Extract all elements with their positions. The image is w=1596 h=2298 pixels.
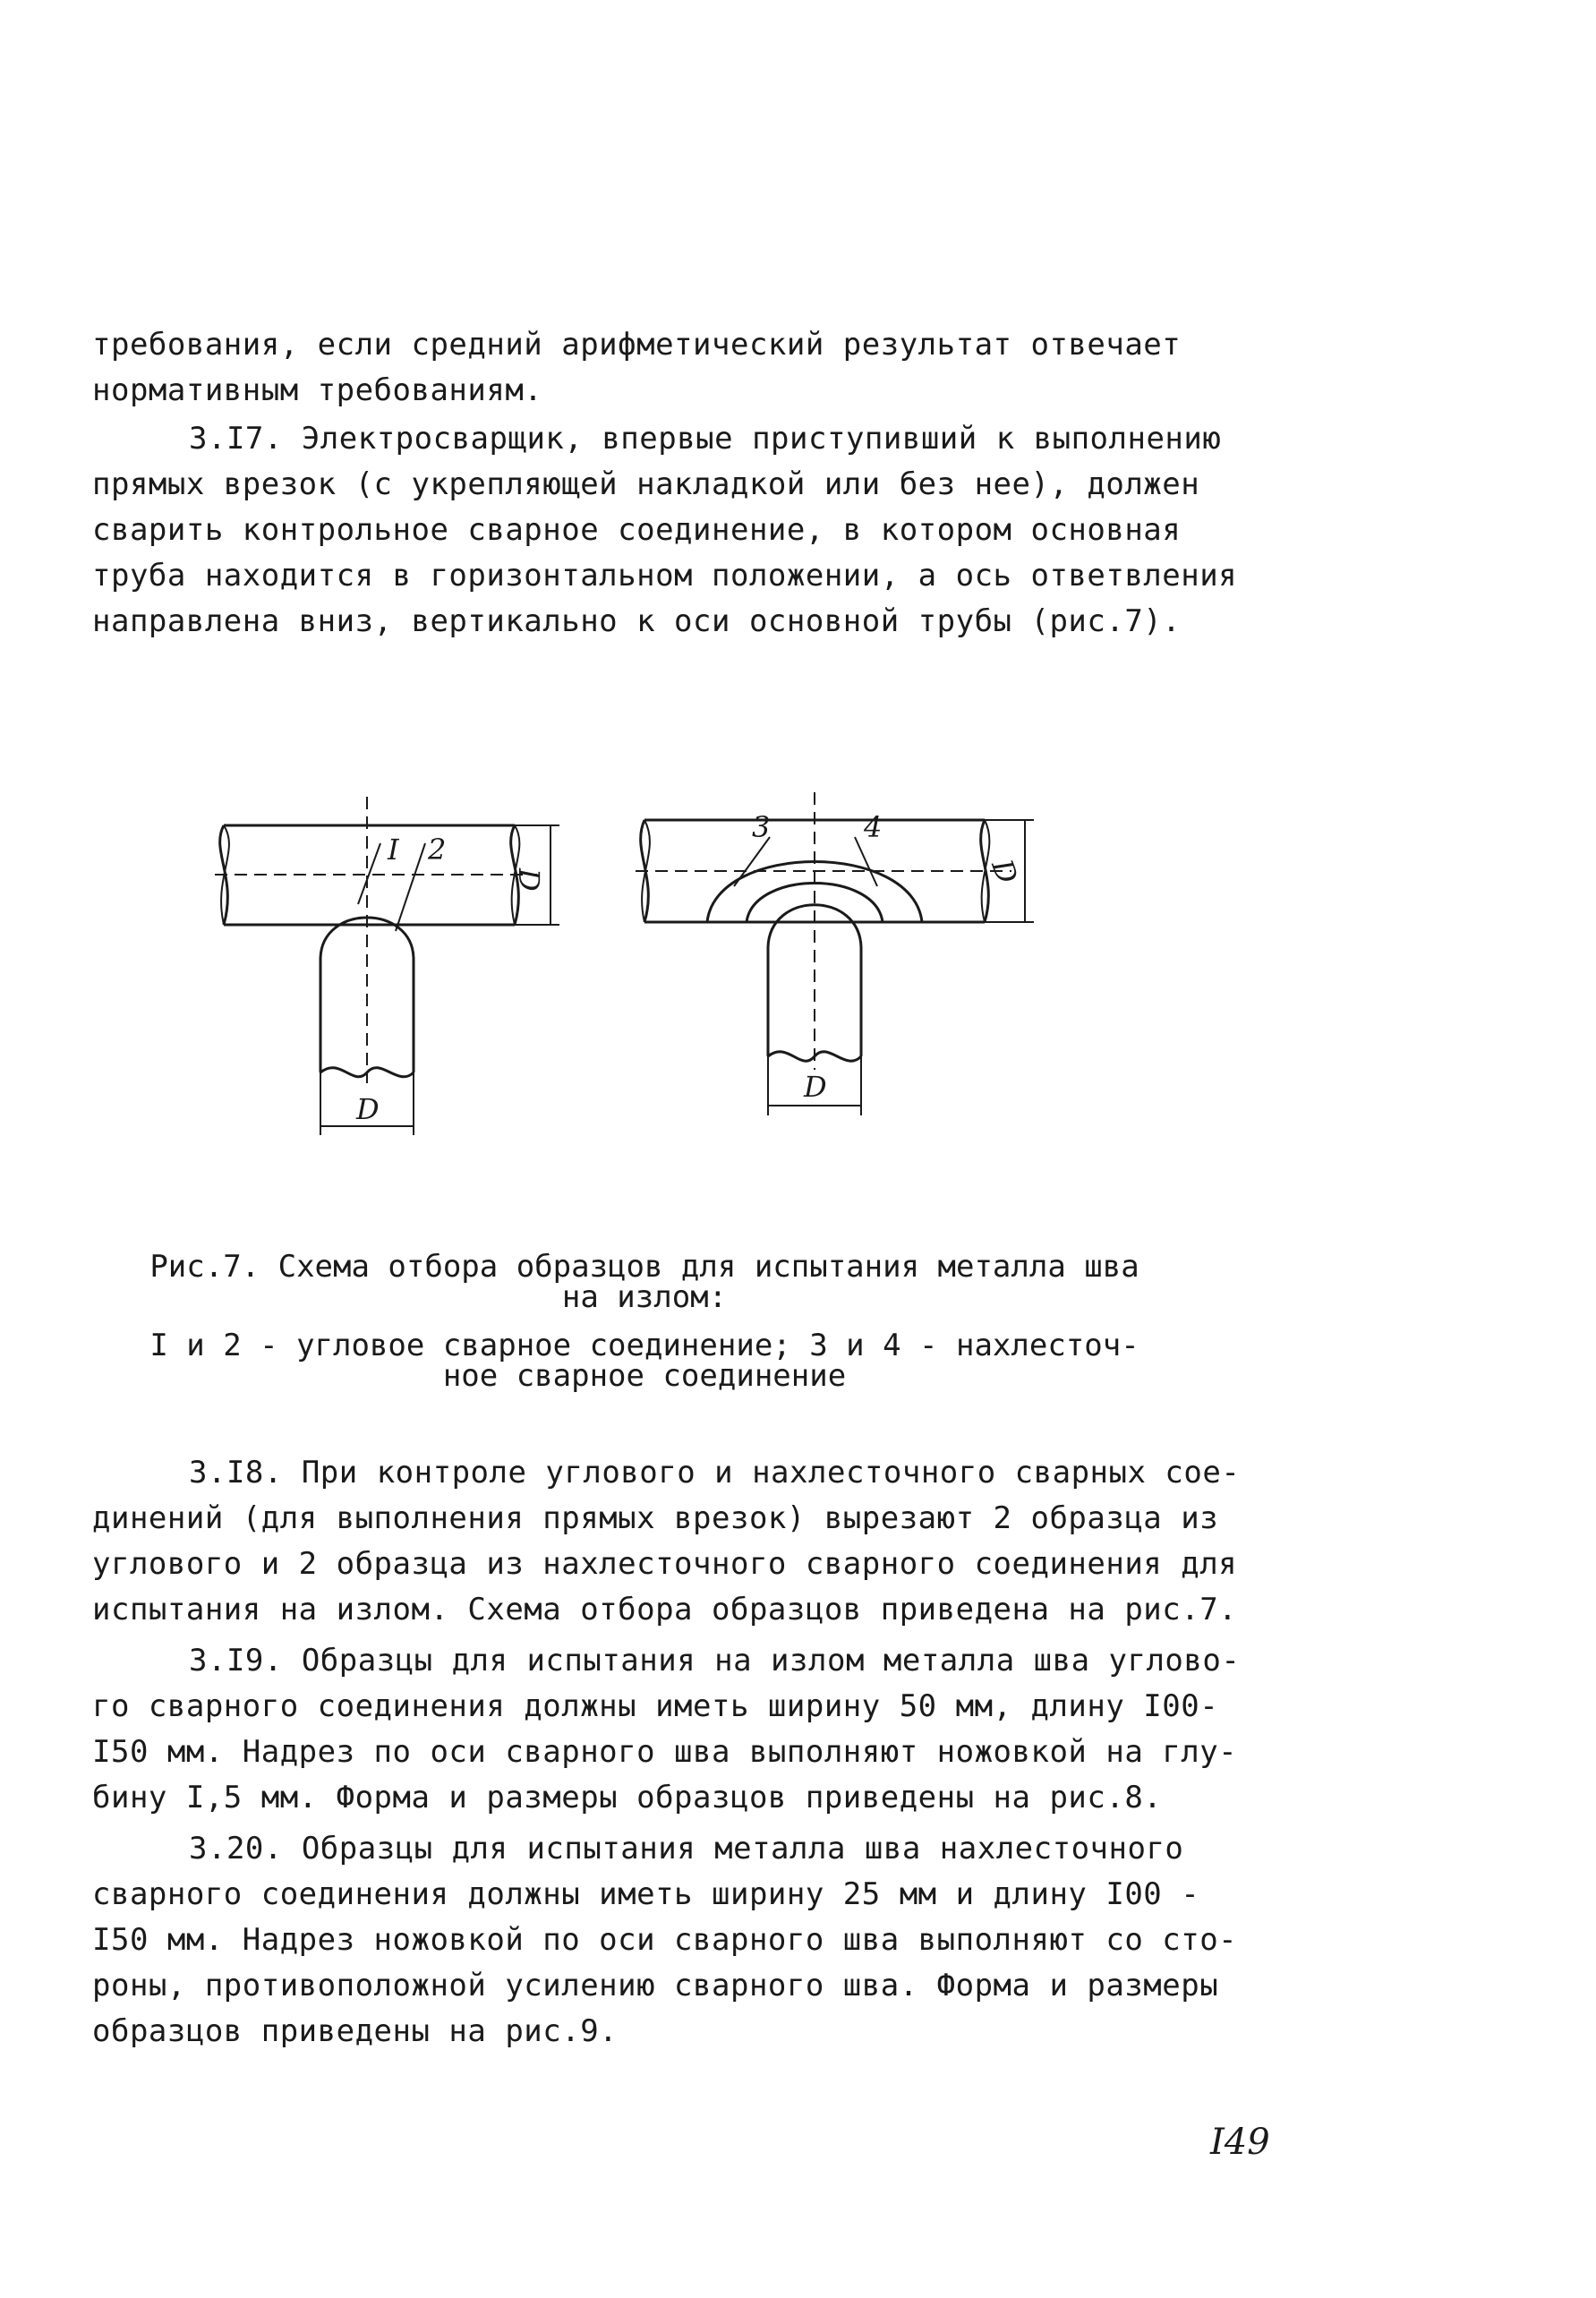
figure-7-diagram xyxy=(206,788,1101,1164)
angle-joint-diagram xyxy=(215,797,559,1135)
dim-label-main-right: D xyxy=(985,854,1025,889)
caption-title-line: на излом: xyxy=(561,1279,728,1315)
caption-title-line: Рис.7. Схема отбора образцов для испытания металла шва xyxy=(149,1249,1139,1285)
pipe-branch-schematics xyxy=(206,788,1101,1164)
text-line: 3.I7. Электросварщик, впервые приступивший к выполнению xyxy=(189,421,1222,457)
paragraph-3-18 xyxy=(92,1450,1274,1633)
text-line: 3.I9. Образцы для испытания на излом металла шва углово- xyxy=(189,1643,1241,1679)
text-line: сварного соединения должны иметь ширину 25 мм и длину I00 - xyxy=(92,1876,1200,1912)
text-line: 3.I8. При контроле углового и нахлесточного сварных сое- xyxy=(189,1455,1241,1491)
text-line: труба находится в горизонтальном положении, а ось ответвления xyxy=(92,558,1238,594)
weld-label-4: 4 xyxy=(864,810,883,844)
text-line: бину I,5 мм. Форма и размеры образцов приведены на рис.8. xyxy=(92,1780,1163,1815)
text-line: требования, если средний арифметический результат отвечает xyxy=(92,327,1182,363)
lap-joint-diagram xyxy=(636,792,1034,1115)
dim-label-branch-right: D xyxy=(804,1070,827,1104)
text-line: го сварного соединения должны иметь ширину 50 мм, длину I00- xyxy=(92,1688,1219,1724)
text-line: испытания на излом. Схема отбора образцов приведена на рис.7. xyxy=(92,1592,1238,1627)
text-line: 3.20. Образцы для испытания металла шва нахлесточного xyxy=(189,1831,1184,1867)
paragraph-3-17 xyxy=(92,416,1274,645)
text-line: направлена вниз, вертикально к оси основной трубы (рис.7). xyxy=(92,603,1182,639)
text-line: образцов приведены на рис.9. xyxy=(92,2013,619,2049)
paragraph-3-20 xyxy=(92,1826,1274,2055)
leader-2 xyxy=(396,843,425,931)
text-line: прямых врезок (с укрепляющей накладкой или без нее), должен xyxy=(92,466,1200,502)
weld-label-3: 3 xyxy=(752,810,771,844)
dim-label-main-left: D xyxy=(512,868,546,892)
text-line: роны, противоположной усилению сварного шва. Форма и размеры xyxy=(92,1968,1219,2003)
leader-4 xyxy=(855,837,877,886)
dim-label-branch-left: D xyxy=(356,1092,380,1126)
caption-legend-line: I и 2 - угловое сварное соединение; 3 и 4 - нахлесточ- xyxy=(149,1328,1139,1363)
text-line: углового и 2 образца из нахлесточного сварного соединения для xyxy=(92,1546,1238,1582)
caption-legend-line: ное сварное соединение xyxy=(442,1358,847,1394)
weld-label-2: 2 xyxy=(428,833,447,867)
weld-label-1: I xyxy=(388,833,399,867)
text-line: I50 мм. Надрез ножовкой по оси сварного шва выполняют со сто- xyxy=(92,1922,1238,1958)
text-line: нормативным требованиям. xyxy=(92,372,543,408)
paragraph-continuation xyxy=(92,322,1274,414)
paragraph-3-19 xyxy=(92,1638,1274,1821)
text-line: I50 мм. Надрез по оси сварного шва выполняют ножовкой на глу- xyxy=(92,1734,1238,1770)
page-number: I49 xyxy=(1210,2122,1270,2163)
text-line: сварить контрольное сварное соединение, в котором основная xyxy=(92,512,1182,548)
figure-legend xyxy=(107,1328,1182,1394)
text-line: динений (для выполнения прямых врезок) вырезают 2 образца из xyxy=(92,1500,1219,1536)
leader-3 xyxy=(734,837,770,886)
figure-caption xyxy=(107,1249,1182,1315)
